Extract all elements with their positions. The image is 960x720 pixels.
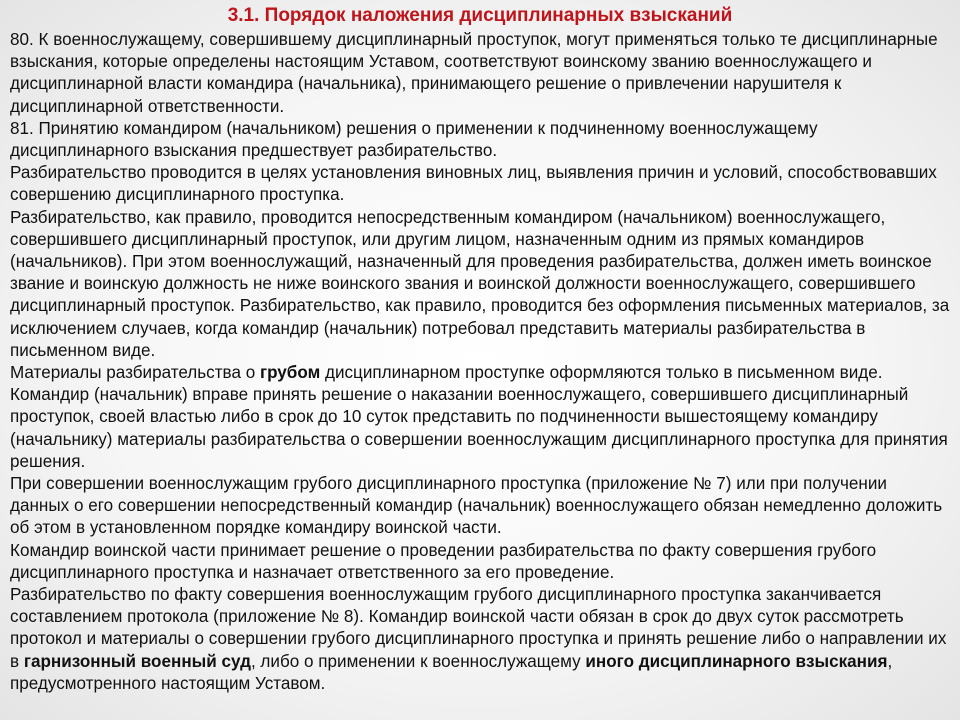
paragraph-gross-offense: При совершении военнослужащим грубого дисциплинарного проступка (приложение № 7) или при получении данных о его совершении непосредственный командир (начальник) военнослужащего обязан немедленно доложить об этом в установленном порядке командиру воинской части. [10, 474, 943, 538]
bold-term-other-penalty: иного дисциплинарного взыскания [585, 651, 888, 671]
paragraph-goals: Разбирательство проводится в целях установления виновных лиц, выявления причин и условий, способствовавших совершению дисциплинарного проступка. [10, 163, 937, 205]
text-segment: Материалы разбирательства о [10, 363, 260, 383]
text-segment: Разбирательство по факту совершения военнослужащим грубого дисциплинарного проступка заканчивается составлением протокола (приложение № 8). Командир воинской части обязан в срок до двух суток рассмотреть протокол и материалы о совершении грубого дисциплинарного проступка и принять решение либо о направлении их в [10, 585, 947, 671]
paragraph-protocol [10, 584, 950, 695]
paragraph-who-conducts: Разбирательство, как правило, проводится непосредственным командиром (начальником) военнослужащего, совершившего дисциплинарный проступок, или другим лицом, назначенным одним из прямых командиров (начальников). При этом военнослужащий, назначенный для проведения разбирательства, должен иметь воинское звание и воинскую должность не ниже воинского звания и воинской должности военнослужащего, совершившего дисциплинарный проступок. Разбирательство, как правило, проводится без оформления письменных материалов, за исключением случаев, когда командир (начальник) потребовал представить материалы разбирательства в письменном виде. [10, 207, 950, 360]
bold-term-gross: грубом [259, 363, 321, 383]
text-body [10, 29, 950, 695]
text-segment: дисциплинарном проступке оформляются только в письменном виде. Командир (начальник) вправе принять решение о наказании военнослужащего, совершившего дисциплинарный проступок, своей властью либо в срок до 10 суток представить по подчиненности вышестоящему командиру (начальнику) материалы разбирательства о совершении военнослужащим дисциплинарного проступка для принятия решения. [10, 363, 948, 471]
paragraph-81: 81. Принятию командиром (начальником) решения о применении к подчиненному военнослужащему дисциплинарного взыскания предшествует разбирательство. [10, 118, 818, 161]
text-segment: , либо о применении к военнослужащему [250, 651, 586, 671]
paragraph-unit-commander: Командир воинской части принимает решение о проведении разбирательства по факту совершения грубого дисциплинарного проступка и назначает ответственного за его проведение. [10, 540, 877, 582]
slide-title: 3.1. Порядок наложения дисциплинарных взысканий [227, 5, 733, 26]
text-segment: , предусмотренного настоящим Уставом. [10, 651, 893, 693]
paragraph-80: 80. К военнослужащему, совершившему дисциплинарный проступок, могут применяться только те дисциплинарные взыскания, которые определены настоящим Уставом, соответствуют воинскому званию военнослужащего и дисциплинарной власти командира (начальника), принимающего решение о привлечении нарушителя к дисциплинарной ответственности. [10, 30, 938, 116]
paragraph-materials [10, 362, 950, 473]
bold-term-court: гарнизонный военный суд [23, 651, 251, 671]
